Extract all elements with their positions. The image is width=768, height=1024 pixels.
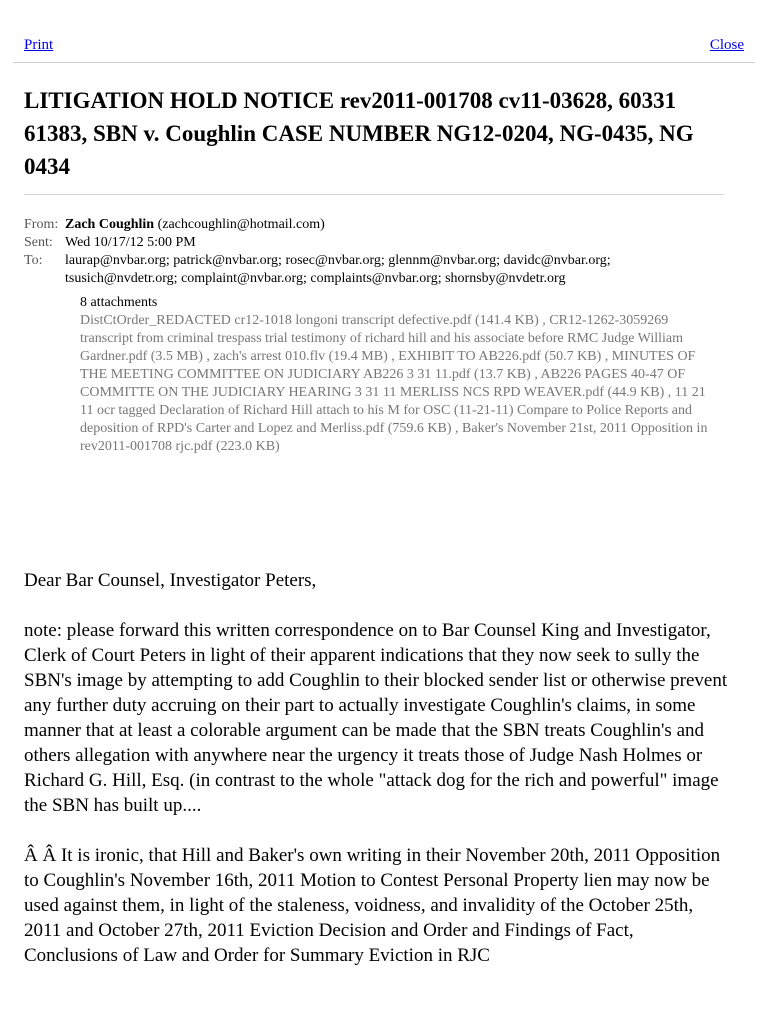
attachments: [80, 294, 720, 456]
to-label: To:: [24, 253, 43, 268]
toolbar-divider: [13, 62, 755, 63]
sent-row: [24, 234, 724, 252]
email-subject: LITIGATION HOLD NOTICE rev2011-001708 cv11-03628, 60331 61383, SBN v. Coughlin CASE NUMBER NG12-0204, NG-0435, NG 0434: [24, 88, 694, 179]
greeting: Dear Bar Counsel, Investigator Peters,: [24, 570, 317, 591]
email-body: [24, 568, 732, 993]
email-header: [24, 216, 724, 288]
sent-value: Wed 10/17/12 5:00 PM: [65, 235, 196, 250]
from-row: [24, 216, 724, 234]
subject-divider: [24, 194, 724, 195]
print-link[interactable]: Print: [24, 37, 54, 53]
attachments-count: 8 attachments: [80, 295, 158, 310]
to-recipients: laurap@nvbar.org; patrick@nvbar.org; rosec@nvbar.org; glennm@nvbar.org; davidc@nvbar.org; tsusich@nvdetr.org; complaint@nvbar.org; complaints@nvbar.org; shornsby@nvdetr.org: [65, 253, 611, 286]
close-link[interactable]: Close: [709, 37, 744, 53]
to-row: [24, 252, 724, 288]
attachments-list[interactable]: DistCtOrder_REDACTED cr12-1018 longoni transcript defective.pdf (141.4 KB) , CR12-1262-3059269 transcript from criminal trespass trial testimony of richard hill and his associate before RMC Judge William Gardner.pdf (3.5 MB) , zach's arrest 010.flv (19.4 MB) , EXHIBIT TO AB226.pdf (50.7 KB) , MINUTES OF THE MEETING COMMITTEE ON JUDICIARY AB226 3 31 11.pdf (13.7 KB) , AB226 PAGES 40-47 OF COMMITTE ON THE JUDICIARY HEARING 3 31 11 MERLISS NCS RPD WEAVER.pdf (44.9 KB) , 11 21 11 ocr tagged Declaration of Richard Hill attach to his M for OSC (11-21-11) Compare to Police Reports and deposition of RPD's Carter and Lopez and Merliss.pdf (759.6 KB) , Baker's November 21st, 2011 Opposition in rev2011-001708 rjc.pdf (223.0 KB): [80, 313, 708, 454]
from-label: From:: [24, 217, 59, 232]
body-paragraph-2: Â Â It is ironic, that Hill and Baker's own writing in their November 20th, 2011 Opposition to Coughlin's November 16th, 2011 Motion to Contest Personal Property lien may now be used against them, in light of the staleness, voidness, and invalidity of the October 25th, 2011 and October 27th, 2011 Eviction Decision and Order and Findings of Fact, Conclusions of Law and Order for Summary Eviction in RJC: [24, 845, 721, 966]
sent-label: Sent:: [24, 235, 53, 250]
sender-name: Zach Coughlin: [65, 217, 155, 232]
body-paragraph-1: note: please forward this written correspondence on to Bar Counsel King and Investigator, Clerk of Court Peters in light of their apparent indications that they now seek to sully the SBN's image by attempting to add Coughlin to their blocked sender list or otherwise prevent any further duty accruing on their part to actually investigate Coughlin's claims, in some manner that at least a colorable argument can be made that the SBN treats Coughlin's and others allegation with anywhere near the urgency it treats those of Judge Nash Holmes or Richard G. Hill, Esq. (in contrast to the whole "attack dog for the rich and powerful" image the SBN has built up....: [24, 620, 728, 816]
from-value: [65, 216, 724, 234]
top-toolbar: [0, 0, 768, 63]
sender-email: (zachcoughlin@hotmail.com): [154, 217, 325, 232]
